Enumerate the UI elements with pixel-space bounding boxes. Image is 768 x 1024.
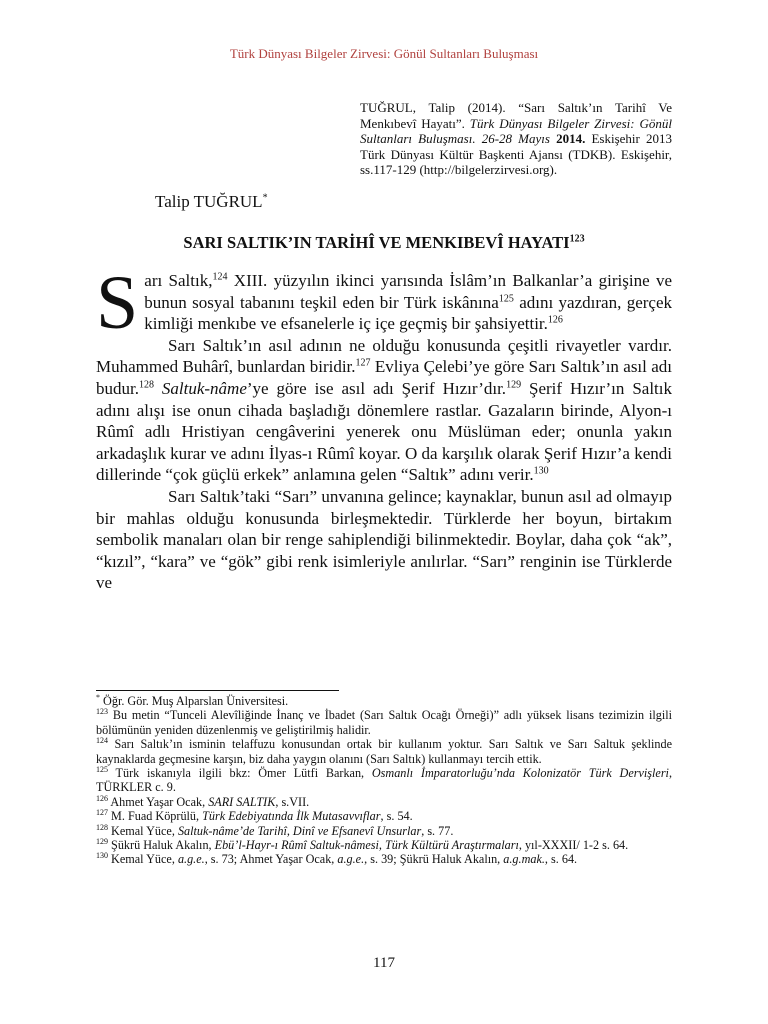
footnote-ref[interactable]: 126 xyxy=(547,314,563,326)
paragraph-text: Şerif Hızır’ın Saltık adını alışı ise onun cihada başladığı dönemlere rastlar. Gazaların birinde, Alyon-ı Rûmî adlı Hristiyan cengâverini yenerek onu Müslüman eder; onunla yakın arkadaşlık kurar ve adını İlyas-ı Rûmî koyar. O da karşılık olarak Şerif Hızır’a kendi dillerinde “çok güçlü erkek” anlamına gelen “Saltık” adını verir. xyxy=(96,378,672,485)
footnote-text: Sarı Saltık’ın isminin telaffuzu konusundan ortak bir kullanım yoktur. Sarı Saltık ve Sarı Saltuk şeklinde kaynaklarda geçmesine karşın, biz daha yaygın olanını (Sarı Saltık) kullanmayı tercih ettik. xyxy=(96,737,672,766)
citation-italic: Türk Dünyası Bilgeler Zirvesi: Gönül Sultanları Buluşması. 26-28 Mayıs xyxy=(360,115,672,146)
footnote-italic: SARI SALTIK xyxy=(208,794,276,809)
footnote-text: , s. 39; Şükrü Haluk Akalın, xyxy=(364,852,504,867)
footnote-text: M. Fuad Köprülü, xyxy=(108,809,203,824)
citation-tail: Eskişehir 2013 Türk Dünyası Kültür Başkenti Ajansı (TDKB). Eskişehir, ss.117-129 (http://bilgelerzirvesi.org). xyxy=(360,131,673,177)
paragraph-text: arı Saltık, xyxy=(144,271,213,290)
footnote-ref[interactable]: 130 xyxy=(533,465,549,477)
footnote-star xyxy=(96,694,672,708)
footnote-text: , s. 64. xyxy=(544,852,578,867)
footnote-italic: Ebü’l-Hayr-ı Rûmî Saltuk-nâmesi, Türk Kültürü Araştırmaları xyxy=(214,838,519,853)
footnote-130 xyxy=(96,852,672,866)
page-number: 117 xyxy=(373,955,395,971)
footnote-italic: a.g.mak. xyxy=(503,852,545,867)
footnote-text: Bu metin “Tunceli Alevîliğinde İnanç ve İbadet (Sarı Saltık Ocağı Örneği)” adlı yüksek lisans tezimizin ilgili bölümünün yeniden düzenlenmiş ve geliştirilmiş halidir. xyxy=(96,708,672,737)
citation-bold: 2014. xyxy=(549,131,586,146)
footnote-text: Şükrü Haluk Akalın, xyxy=(108,838,215,853)
footnote-text: Kemal Yüce, xyxy=(108,823,178,838)
footnote-mark: 123 xyxy=(96,707,108,717)
footnote-italic: Türk Edebiyatında İlk Mutasavvıflar xyxy=(202,809,381,824)
article-title xyxy=(0,233,768,253)
footnote-ref[interactable]: 125 xyxy=(498,292,514,304)
footnote-text: , s. 73; Ahmet Yaşar Ocak, xyxy=(204,852,338,867)
footnote-italic: Saltuk-nâme’de Tarihî, Dinî ve Efsanevî Unsurlar xyxy=(177,823,422,838)
footnote-mark: 125 xyxy=(96,764,108,774)
running-header: Türk Dünyası Bilgeler Zirvesi: Gönül Sultanları Buluşması xyxy=(229,46,539,61)
footnote-italic: a.g.e. xyxy=(337,852,365,867)
footnote-text: Kemal Yüce, xyxy=(108,852,178,867)
footnotes xyxy=(96,694,672,867)
footnote-123 xyxy=(96,708,672,737)
footnote-separator xyxy=(96,690,339,691)
footnote-ref[interactable]: 124 xyxy=(212,271,228,283)
footnote-mark: 128 xyxy=(96,822,108,832)
footnote-126 xyxy=(96,795,672,809)
citation-text: TUĞRUL, Talip (2014). “Sarı Saltık’ın Tarihî Ve Menkıbevî Hayatı”. xyxy=(360,100,672,131)
drop-cap: S xyxy=(96,261,139,345)
footnote-italic: Osmanlı İmparatorluğu’nda Kolonizatör Türk Dervişleri xyxy=(371,766,669,781)
footnote-text: , TÜRKLER c. 9. xyxy=(96,766,672,795)
footnote-mark: 126 xyxy=(96,793,108,803)
title-footnote-ref[interactable]: 123 xyxy=(569,233,585,245)
paragraph-text: adını yazdıran, gerçek kimliği menkıbe ve efsanelerle iç içe geçmiş bir şahsiyettir. xyxy=(144,292,672,334)
footnote-text: , s. 54. xyxy=(380,809,413,824)
footnote-text: Türk iskanıyla ilgili bkz: Ömer Lütfi Barkan, xyxy=(108,766,372,781)
author-line xyxy=(155,192,268,212)
paragraph-3: Sarı Saltık’taki “Sarı” unvanına gelince; kaynaklar, bunun asıl ad olmayıp bir mahlas olduğu konusunda birleşmektedir. Türklerde her boyun, birtakım sembolik manaları olan bir renge sahiplendiği bilinmektedir. Boylar, daha çok “ak”, “kızıl”, “kara” ve “gök” gibi renk isimleriyle anılırlar. “Sarı” renginin ise Türklerde ve xyxy=(96,486,672,593)
footnote-mark: 124 xyxy=(96,736,108,746)
author-footnote-mark[interactable]: * xyxy=(262,192,268,204)
italic-term: Saltuk-nâme xyxy=(153,378,247,398)
body-text xyxy=(96,261,673,594)
footnote-ref[interactable]: 128 xyxy=(138,379,154,391)
footnote-127 xyxy=(96,809,672,823)
footnote-mark: * xyxy=(96,692,100,702)
paragraph-text: ’ye göre ise asıl adı Şerif Hızır’dır. xyxy=(246,378,507,398)
footnote-text: , s.VII. xyxy=(275,794,310,809)
paragraph-2 xyxy=(96,335,672,486)
footnote-mark: 130 xyxy=(96,851,108,861)
footnote-italic: a.g.e. xyxy=(177,852,205,867)
paragraph-text: Evliya Çelebi’ye göre Sarı Saltık’ın asıl adı budur. xyxy=(96,357,673,398)
footnote-128 xyxy=(96,824,672,838)
footnote-125 xyxy=(96,766,672,795)
footnote-text: , yıl-XXXII/ 1-2 s. 64. xyxy=(518,838,629,853)
paragraph-text: XIII. yüzyılın ikinci yarısında İslâm’ın Balkanlar’a girişine ve bunun sosyal tabanını teşkil eden bir Türk iskânına xyxy=(144,271,672,312)
footnote-mark: 129 xyxy=(96,837,108,846)
footnote-text: , s. 77. xyxy=(421,823,454,838)
citation-box xyxy=(360,100,672,178)
paragraph-1 xyxy=(96,261,672,345)
article-title-text: SARI SALTIK’IN TARİHÎ VE MENKIBEVÎ HAYATI xyxy=(183,233,570,252)
footnote-ref[interactable]: 129 xyxy=(506,379,522,391)
footnote-129 xyxy=(96,838,672,852)
footnote-ref[interactable]: 127 xyxy=(355,357,371,369)
footnote-mark: 127 xyxy=(96,808,108,818)
footnote-124 xyxy=(96,737,672,766)
footnote-text: Ahmet Yaşar Ocak, xyxy=(108,794,209,809)
footnote-text: Öğr. Gör. Muş Alparslan Üniversitesi. xyxy=(100,694,289,708)
author-name: Talip TUĞRUL xyxy=(155,192,263,211)
paragraph-text: Sarı Saltık’ın asıl adının ne olduğu konusunda çeşitli rivayetler vardır. Muhammed Buhârî, bunlardan biridir. xyxy=(96,335,672,377)
